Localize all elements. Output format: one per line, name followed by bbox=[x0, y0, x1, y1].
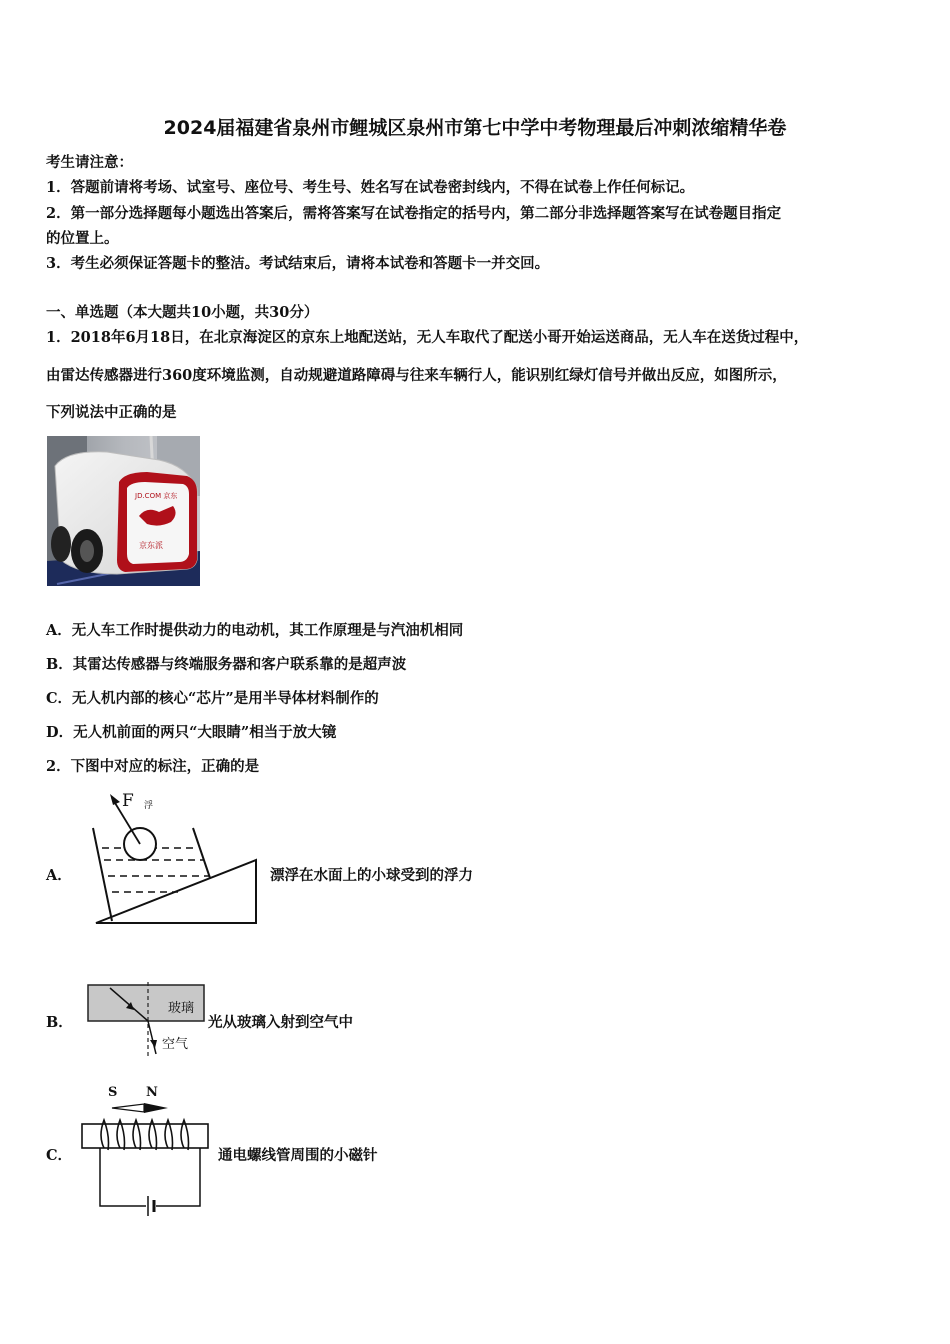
q2-option-b-caption: 光从玻璃入射到空气中 bbox=[208, 1014, 353, 1031]
air-label: 空气 bbox=[162, 1037, 189, 1052]
robot-label-bottom: 京东派 bbox=[139, 541, 163, 550]
q1-stem-line: 1．2018年6月18日，在北京海淀区的京东上地配送站，无人车取代了配送小哥开始运送商品，无人车在送货过程中， bbox=[46, 329, 809, 346]
q1-option-b: B．其雷达传感器与终端服务器和客户联系靠的是超声波 bbox=[46, 656, 407, 673]
q1-option-c: C．无人机内部的核心“芯片”是用半导体材料制作的 bbox=[46, 690, 379, 707]
q1-stem-line: 下列说法中正确的是 bbox=[46, 404, 177, 421]
page-title: 2024届福建省泉州市鲤城区泉州市第七中学中考物理最后冲刺浓缩精华卷 bbox=[163, 117, 787, 139]
q2-option-a-caption: 漂浮在水面上的小球受到的浮力 bbox=[270, 867, 473, 884]
notice-item: 3．考生必须保证答题卡的整洁。考试结束后，请将本试卷和答题卡一并交回。 bbox=[46, 255, 550, 272]
q2-option-c-label: C． bbox=[46, 1147, 73, 1164]
buoyancy-diagram bbox=[88, 788, 260, 926]
q1-stem-line: 由雷达传感器进行360度环境监测，自动规避道路障碍与往来车辆行人，能识别红绿灯信号并做出反应，如图所示， bbox=[46, 367, 787, 384]
notice-item: 1．答题前请将考场、试室号、座位号、考生号、姓名写在试卷密封线内，不得在试卷上作任何标记。 bbox=[46, 179, 695, 196]
notice-item: 2．第一部分选择题每小题选出答案后，需将答案写在试卷指定的括号内，第二部分非选择题答案写在试卷题目指定 bbox=[46, 205, 782, 222]
q2-option-b-label: B． bbox=[46, 1014, 73, 1031]
q2-option-c-caption: 通电螺线管周围的小磁针 bbox=[218, 1147, 378, 1164]
force-label: F bbox=[122, 791, 134, 811]
notice-heading: 考生请注意： bbox=[46, 154, 133, 171]
delivery-robot-photo bbox=[47, 436, 200, 586]
glass-label: 玻璃 bbox=[168, 1001, 195, 1016]
solenoid-diagram bbox=[76, 1078, 216, 1218]
robot-label-top: JD.COM 京东 bbox=[135, 492, 178, 500]
magnet-n-label: N bbox=[146, 1085, 158, 1100]
section-heading: 一、单选题（本大题共10小题，共30分） bbox=[46, 304, 319, 321]
magnet-s-label: S bbox=[108, 1085, 118, 1100]
q1-option-d: D．无人机前面的两只“大眼睛”相当于放大镜 bbox=[46, 724, 337, 741]
refraction-diagram bbox=[86, 982, 206, 1058]
q1-option-a: A．无人车工作时提供动力的电动机，其工作原理是与汽油机相同 bbox=[46, 622, 464, 639]
notice-item: 的位置上。 bbox=[46, 230, 119, 247]
force-subscript: 浮 bbox=[144, 801, 154, 811]
q2-option-a-label: A． bbox=[46, 867, 72, 884]
q2-stem: 2．下图中对应的标注，正确的是 bbox=[46, 758, 260, 775]
